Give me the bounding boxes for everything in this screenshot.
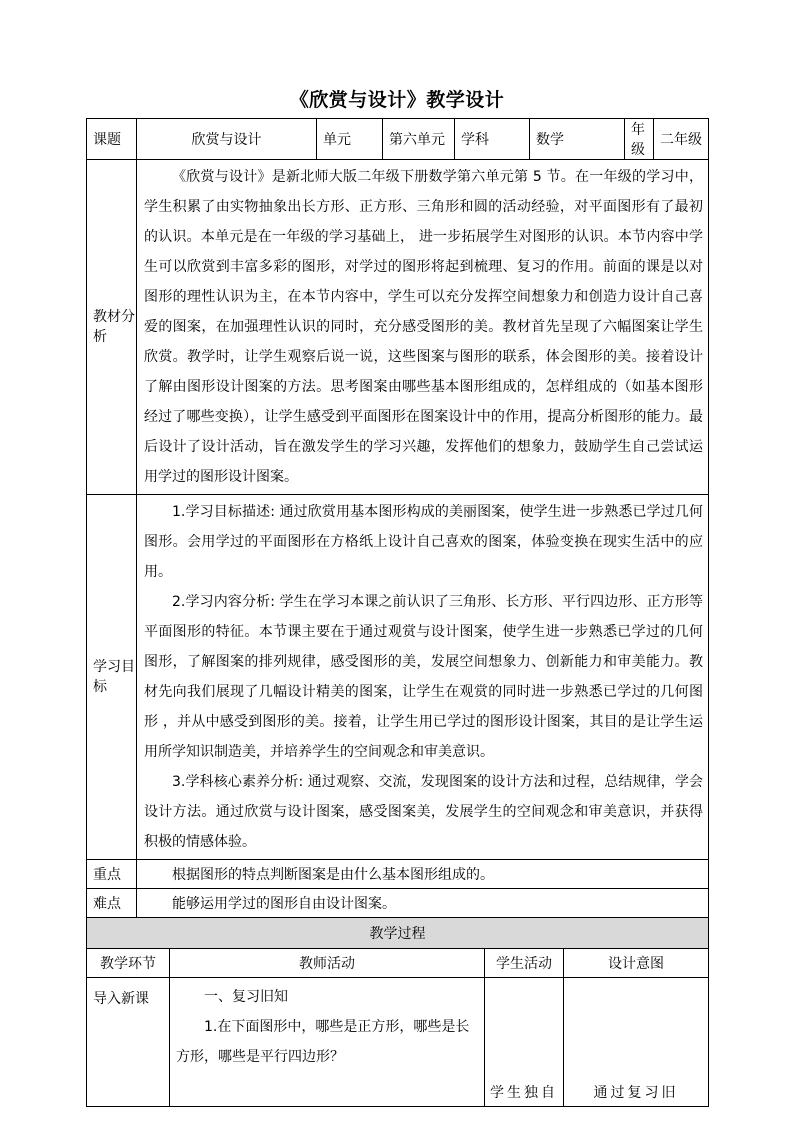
grade-label: 年级: [625, 119, 654, 160]
analysis-label: 教材分析: [87, 160, 137, 495]
col-teacher-header: 教师活动: [170, 949, 485, 978]
difficulty-label: 难点: [87, 889, 137, 918]
objectives-label: 学习目标: [87, 495, 137, 860]
intro-stage: 导入新课: [87, 978, 170, 1107]
process-band-row: [87, 918, 709, 949]
unit-label: 单元: [317, 119, 383, 160]
key-point-text: 根据图形的特点判断图案是由什么基本图形组成的。: [137, 860, 709, 889]
grade-value: 二年级: [654, 119, 709, 160]
header-row: [87, 119, 709, 160]
topic-value: 欣赏与设计: [137, 119, 317, 160]
analysis-row: [87, 160, 709, 495]
objectives-cell: [137, 495, 709, 860]
intro-design-intent: 通过复习旧: [564, 978, 709, 1107]
intro-question-1: 1.在下面图形中，哪些是正方形，哪些是长方形，哪些是平行四边形？: [176, 1019, 470, 1065]
key-point-label: 重点: [87, 860, 137, 889]
intro-row: [87, 978, 709, 1107]
objective-paragraph-1: 1.学习目标描述: 通过欣赏用基本图形构成的美丽图案，使学生进一步熟悉已学过几何图形。会用学过的平面图形在方格纸上设计自己喜欢的图案，体验变换在现实生活中的应用。: [144, 504, 703, 580]
objective-paragraph-2: 2.学习内容分析: 学生在学习本课之前认识了三角形、长方形、平行四边形、正方形等平面图形的特征。本节课主要在于通过观赏与设计图案，使学生进一步熟悉已学过的几何图形，了解图案的排列规律，感受图形的美，发展空间想象力、创新能力和审美能力。教材先向我们展现了几幅设计精美的图案，让学生在观赏的同时进一步熟悉已学过的几何图形 ，并从中感受到图形的美。接着，让学生用已学过的图形设计图案，其目的是让学生运用所学知识制造美，并培养学生的空间观念和审美意识。: [144, 594, 703, 760]
difficulty-row: [87, 889, 709, 918]
intro-student-activity: 学生独自: [485, 978, 564, 1107]
analysis-cell: [137, 160, 709, 495]
subject-value: 数学: [530, 119, 625, 160]
analysis-text: 《欣赏与设计》是新北师大版二年级下册数学第六单元第 5 节。在一年级的学习中，学生积累了由实物抽象出长方形、正方形、三角形和圆的活动经验，对平面图形有了最初的认识。本单元是在一年级的学习基础上， 进一步拓展学生对图形的认识。本节内容中学生可以欣赏到丰富多彩的图形，对学过的图形将起到梳理、复习的作用。前面的课是以对图形的理性认识为主，在本节内容中，学生可以充分发挥空间想象力和创造力设计自己喜爱的图案，在加强理性认识的同时，充分感受图形的美。教材首先呈现了六幅图案让学生欣赏。教学时，让学生观察后说一说，这些图案与图形的联系，体会图形的美。接着设计了解由图形设计图案的方法。思考图案由哪些基本图形组成的，怎样组成的（如基本图形经过了哪些变换），让学生感受到平面图形在图案设计中的作用，提高分析图形的能力。最后设计了设计活动，旨在激发学生的学习兴趣，发挥他们的想象力，鼓励学生自己尝试运用学过的图形设计图案。: [144, 169, 703, 485]
objectives-row: [87, 495, 709, 860]
page-title: 《欣赏与设计》教学设计: [289, 89, 505, 111]
intro-heading: 一、复习旧知: [204, 989, 288, 1005]
lesson-plan-table: [86, 118, 709, 1107]
topic-label: 课题: [87, 119, 137, 160]
difficulty-text: 能够运用学过的图形自由设计图案。: [137, 889, 709, 918]
objective-paragraph-3: 3.学科核心素养分析: 通过观察、交流，发现图案的设计方法和过程，总结规律，学会设计方法。通过欣赏与设计图案，感受图案美，发展学生的空间观念和审美意识，并获得积极的情感体验。: [144, 774, 703, 850]
col-student-header: 学生活动: [485, 949, 564, 978]
unit-value: 第六单元: [383, 119, 455, 160]
col-stage-header: 教学环节: [87, 949, 170, 978]
key-point-row: [87, 860, 709, 889]
intro-teacher-activity: [170, 978, 485, 1107]
process-header-row: [87, 949, 709, 978]
subject-label: 学科: [455, 119, 530, 160]
process-title: 教学过程: [87, 918, 709, 949]
col-intent-header: 设计意图: [564, 949, 709, 978]
